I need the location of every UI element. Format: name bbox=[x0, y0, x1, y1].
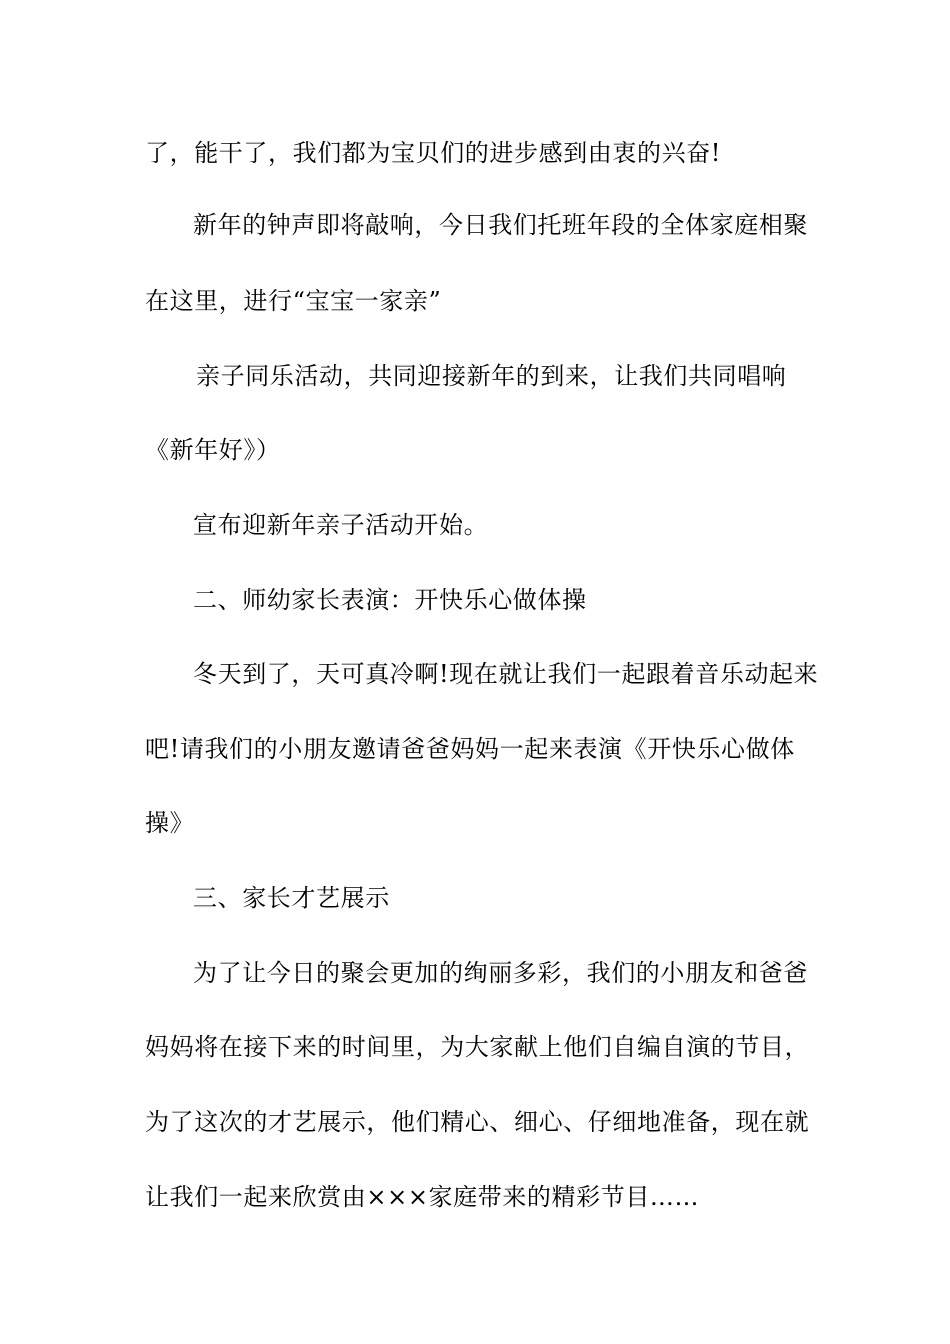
paragraph-line: 吧!请我们的小朋友邀请爸爸妈妈一起来表演《开快乐心做体 bbox=[145, 735, 795, 763]
paragraph-line: 操》 bbox=[145, 809, 195, 837]
paragraph-line: 为了这次的才艺展示，他们精心、细心、仔细地准备，现在就 bbox=[145, 1108, 810, 1136]
paragraph-line: 宣布迎新年亲子活动开始。 bbox=[193, 511, 489, 539]
section-heading: 三、家长才艺展示 bbox=[193, 884, 390, 912]
paragraph-line: 亲子同乐活动，共同迎接新年的到来，让我们共同唱响 bbox=[196, 362, 787, 390]
paragraph-line: 让我们一起来欣赏由×××家庭带来的精彩节目…… bbox=[145, 1183, 700, 1211]
paragraph-line: 在这里，进行“宝宝一家亲” bbox=[145, 287, 442, 315]
paragraph-line: 妈妈将在接下来的时间里，为大家献上他们自编自演的节目， bbox=[145, 1033, 810, 1061]
section-heading: 二、师幼家长表演：开快乐心做体操 bbox=[193, 586, 587, 614]
paragraph-line: 《新年好》） bbox=[145, 436, 281, 464]
paragraph-line: 了，能干了，我们都为宝贝们的进步感到由衷的兴奋! bbox=[145, 139, 722, 167]
paragraph-line: 冬天到了，天可真冷啊!现在就让我们一起跟着音乐动起来 bbox=[193, 660, 819, 688]
paragraph-line: 新年的钟声即将敲响，今日我们托班年段的全体家庭相聚 bbox=[193, 211, 808, 239]
paragraph-line: 为了让今日的聚会更加的绚丽多彩，我们的小朋友和爸爸 bbox=[193, 959, 808, 987]
